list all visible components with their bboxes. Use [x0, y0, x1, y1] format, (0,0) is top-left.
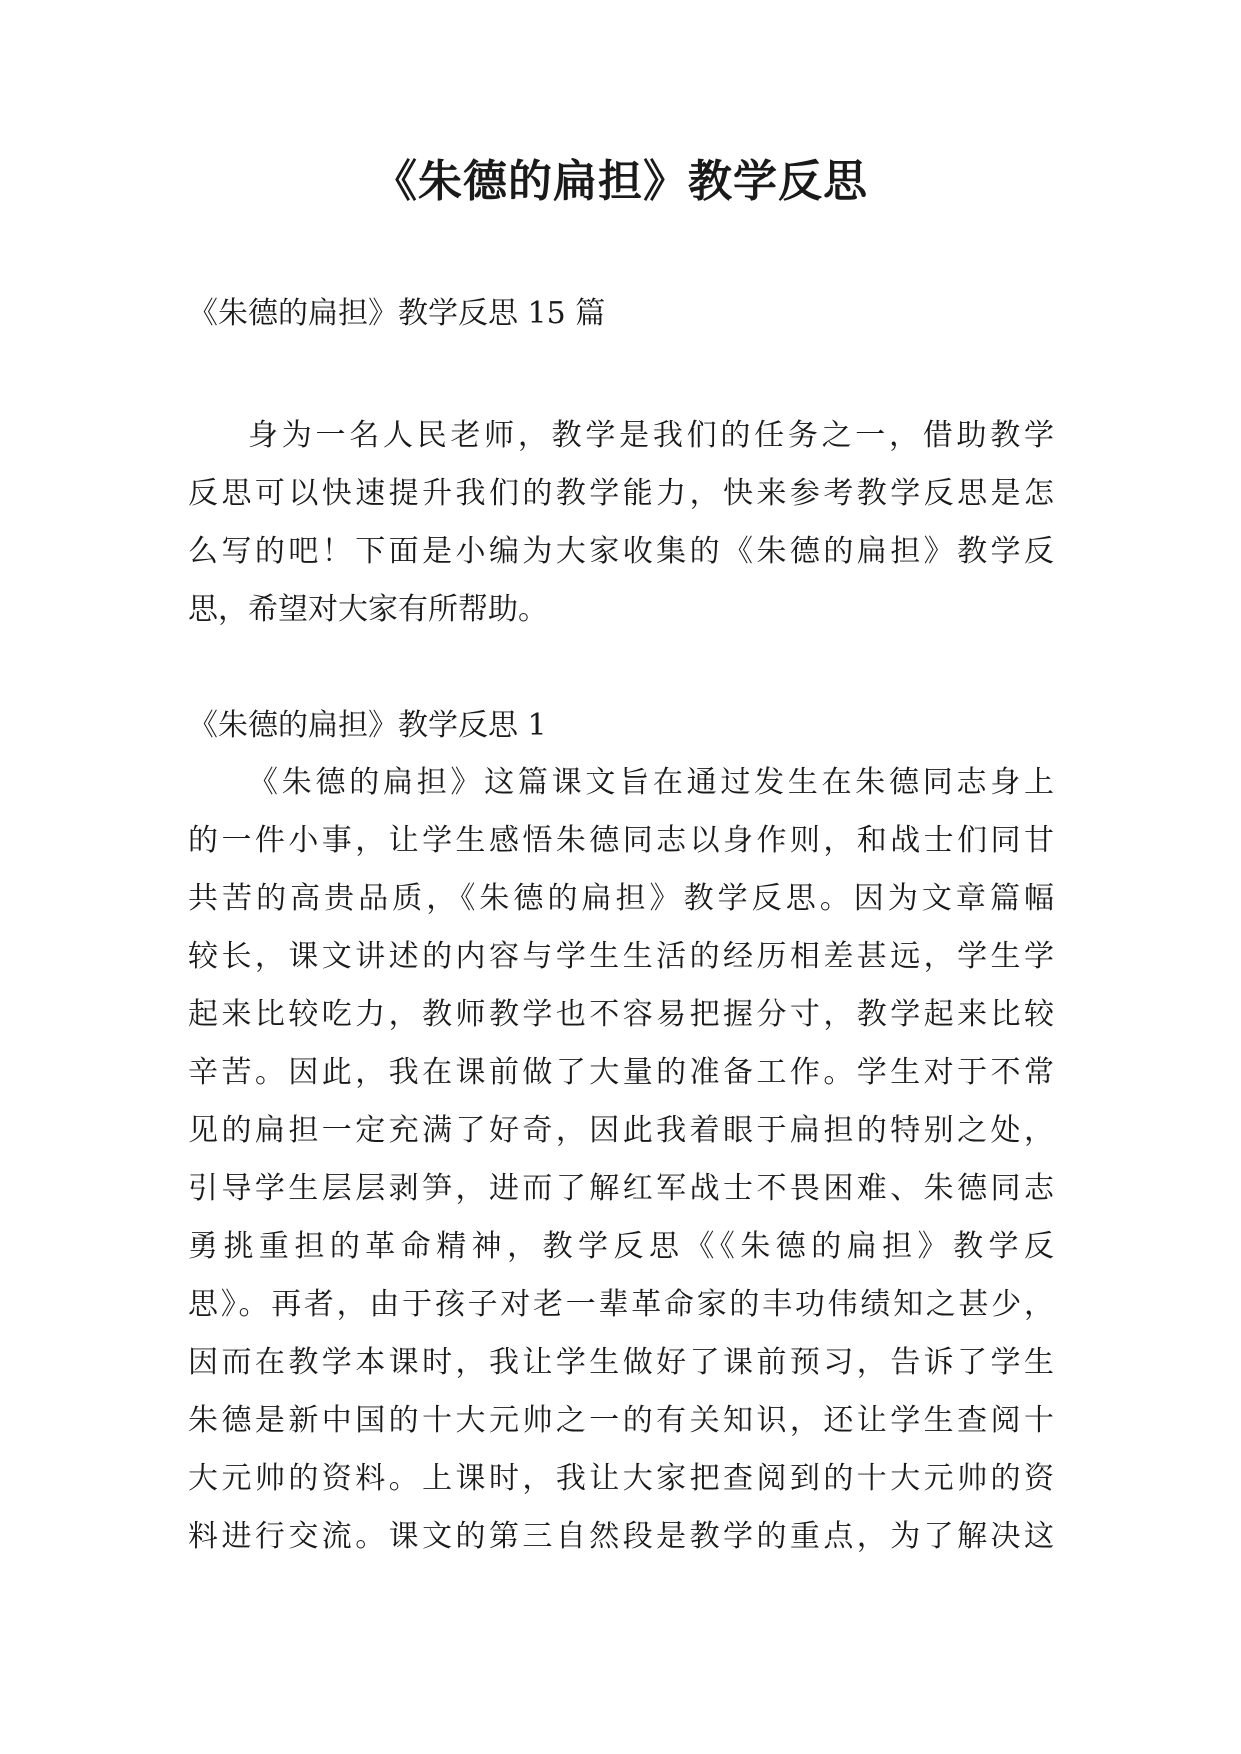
section-line: 勇挑重担的革命精神，教学反思《《朱德的扁担》教学反	[188, 1229, 1054, 1264]
intro-paragraph	[188, 407, 1054, 639]
document-title: 《朱德的扁担》教学反思	[373, 156, 868, 207]
intro-line: 么写的吧！下面是小编为大家收集的《朱德的扁担》教学反	[188, 534, 1054, 569]
section-line: 因而在教学本课时，我让学生做好了课前预习，告诉了学生	[188, 1345, 1054, 1380]
section-line: 《朱德的扁担》这篇课文旨在通过发生在朱德同志身上	[248, 765, 1054, 800]
section-line: 大元帅的资料。上课时，我让大家把查阅到的十大元帅的资	[188, 1461, 1054, 1496]
intro-line: 思，希望对大家有所帮助。	[188, 592, 548, 627]
section-line: 较长，课文讲述的内容与学生生活的经历相差甚远，学生学	[188, 939, 1054, 974]
document-subtitle: 《朱德的扁担》教学反思 15 篇	[188, 296, 606, 331]
intro-line: 身为一名人民老师，教学是我们的任务之一，借助教学	[248, 418, 1054, 453]
section-line: 的一件小事，让学生感悟朱德同志以身作则，和战士们同甘	[188, 823, 1054, 858]
section-line: 思》。再者，由于孩子对老一辈革命家的丰功伟绩知之甚少，	[188, 1287, 1054, 1322]
section-line: 辛苦。因此，我在课前做了大量的准备工作。学生对于不常	[188, 1055, 1054, 1090]
section-paragraph	[188, 754, 1054, 1566]
section-line: 起来比较吃力，教师教学也不容易把握分寸，教学起来比较	[188, 997, 1054, 1032]
section-line: 朱德是新中国的十大元帅之一的有关知识，还让学生查阅十	[188, 1403, 1054, 1438]
section-line: 料进行交流。课文的第三自然段是教学的重点，为了解决这	[188, 1519, 1054, 1554]
section-line: 见的扁担一定充满了好奇，因此我着眼于扁担的特别之处，	[188, 1113, 1054, 1148]
section-line: 共苦的高贵品质，《朱德的扁担》教学反思。因为文章篇幅	[188, 881, 1054, 916]
section-line: 引导学生层层剥笋，进而了解红军战士不畏困难、朱德同志	[188, 1171, 1054, 1206]
section-heading: 《朱德的扁担》教学反思 1	[188, 708, 547, 743]
intro-line: 反思可以快速提升我们的教学能力，快来参考教学反思是怎	[188, 476, 1054, 511]
